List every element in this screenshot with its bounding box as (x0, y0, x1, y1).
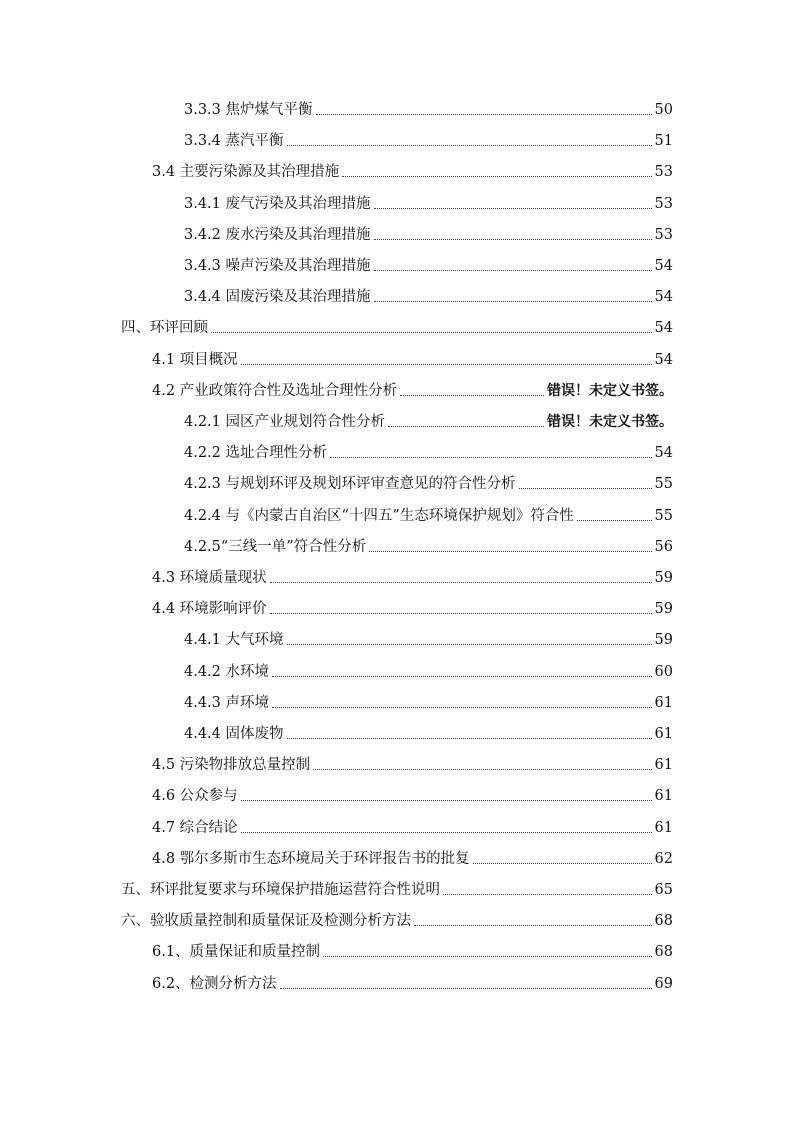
toc-entry[interactable] (152, 973, 673, 995)
toc-entry[interactable] (184, 692, 673, 714)
toc-entry-title: 4.4.2 水环境 (184, 663, 270, 680)
toc-entry[interactable] (184, 473, 673, 495)
toc-dot-leader (280, 988, 652, 989)
toc-entry-title: 4.4 环境影响评价 (152, 601, 267, 618)
toc-page-number: 53 (654, 164, 673, 181)
toc-dot-leader (388, 426, 544, 427)
toc-dot-leader (519, 488, 652, 489)
toc-entry-title: 4.4.3 声环境 (184, 694, 270, 711)
toc-entry[interactable] (184, 723, 673, 745)
toc-dot-leader (270, 613, 652, 614)
toc-entry-title: 3.4 主要污染源及其治理措施 (152, 164, 340, 181)
toc-dot-leader (414, 925, 652, 926)
toc-page-number: 61 (654, 788, 673, 805)
toc-entry-title: 3.3.3 焦炉煤气平衡 (184, 102, 313, 118)
toc-page-number: 68 (654, 944, 673, 961)
toc-entry[interactable] (184, 536, 673, 558)
toc-entry[interactable] (152, 161, 673, 183)
toc-dot-leader (313, 769, 651, 770)
toc-entry[interactable] (152, 754, 673, 776)
toc-dot-leader (342, 176, 651, 177)
toc-page-number: 59 (654, 601, 673, 618)
toc-entry-title: 4.2.2 选址合理性分析 (184, 445, 328, 462)
toc-page-number: 54 (654, 351, 673, 368)
toc-dot-leader (577, 520, 652, 521)
toc-page-number: 54 (654, 258, 673, 274)
toc-dot-leader (374, 301, 652, 302)
toc-entry[interactable] (152, 567, 673, 589)
toc-page-number: 56 (654, 538, 673, 555)
toc-entry[interactable] (121, 910, 673, 932)
toc-dot-leader (443, 894, 652, 895)
toc-entry[interactable] (184, 661, 673, 683)
toc-entry[interactable] (152, 848, 673, 870)
toc-page-number: 69 (654, 975, 673, 992)
toc-entry[interactable] (152, 380, 673, 402)
toc-entry[interactable] (184, 99, 673, 121)
toc-page-number: 61 (654, 757, 673, 774)
toc-dot-leader (241, 832, 652, 833)
toc-page-number: 55 (654, 507, 673, 524)
toc-entry[interactable] (121, 317, 673, 339)
toc-dot-leader (287, 644, 652, 645)
toc-dot-leader (211, 332, 652, 333)
toc-page-number: 61 (654, 694, 673, 711)
toc-bookmark-error: 错误！未定义书签。 (547, 382, 673, 399)
toc-entry[interactable] (184, 442, 673, 464)
toc-entry-title: 4.8 鄂尔多斯市生态环境局关于环评报告书的批复 (152, 850, 470, 867)
toc-page-number: 68 (654, 913, 673, 930)
toc-dot-leader (270, 582, 652, 583)
toc-entry-title: 4.2 产业政策符合性及选址合理性分析 (152, 382, 398, 399)
toc-page-number: 65 (654, 882, 673, 898)
toc-page-number: 54 (654, 289, 673, 306)
toc-entry[interactable] (184, 286, 673, 308)
toc-entry-title: 4.4.1 大气环境 (184, 632, 284, 649)
toc-entry[interactable] (184, 411, 673, 433)
toc-page-number: 50 (654, 102, 673, 118)
toc-entry-title: 3.4.3 噪声污染及其治理措施 (184, 258, 371, 274)
toc-dot-leader (369, 551, 651, 552)
toc-entry-title: 6.1、质量保证和质量控制 (152, 944, 321, 961)
toc-dot-leader (316, 114, 652, 115)
toc-entry[interactable] (152, 349, 673, 371)
toc-entry[interactable] (184, 505, 673, 527)
toc-dot-leader (272, 707, 652, 708)
toc-dot-leader (473, 863, 652, 864)
toc-entry-title: 4.4.4 固体废物 (184, 726, 284, 742)
toc-page-number: 54 (654, 445, 673, 462)
toc-entry[interactable] (184, 193, 673, 215)
toc-page-number: 54 (654, 320, 673, 337)
toc-entry[interactable] (152, 598, 673, 620)
toc-dot-leader (323, 956, 651, 957)
toc-entry-title: 4.2.1 园区产业规划符合性分析 (184, 414, 386, 430)
toc-page-number: 55 (654, 476, 673, 493)
toc-page-number: 59 (654, 632, 673, 649)
toc-page-number: 53 (654, 195, 673, 212)
toc-entry-title: 4.2.5“三线一单”符合性分析 (184, 538, 367, 555)
toc-dot-leader (241, 800, 652, 801)
toc-entry-title: 3.4.4 固废污染及其治理措施 (184, 289, 371, 306)
toc-entry-title: 6.2、检测分析方法 (152, 975, 277, 992)
toc-dot-leader (400, 395, 544, 396)
toc-entry-title: 4.7 综合结论 (152, 819, 238, 836)
toc-entry[interactable] (184, 130, 673, 152)
toc-page-number: 51 (654, 133, 673, 150)
toc-entry-title: 3.4.2 废水污染及其治理措施 (184, 226, 371, 243)
toc-entry-title: 4.1 项目概况 (152, 351, 238, 368)
toc-dot-leader (374, 270, 652, 271)
toc-entry-title: 4.2.3 与规划环评及规划环评审查意见的符合性分析 (184, 476, 516, 493)
toc-entry[interactable] (152, 941, 673, 963)
toc-page-number: 61 (654, 726, 673, 742)
toc-entry[interactable] (184, 629, 673, 651)
toc-entry-title: 3.4.1 废气污染及其治理措施 (184, 195, 371, 212)
toc-bookmark-error: 错误！未定义书签。 (547, 414, 673, 430)
toc-entry[interactable] (152, 785, 673, 807)
toc-entry-title: 六、验收质量控制和质量保证及检测分析方法 (121, 913, 411, 930)
toc-dot-leader (287, 145, 652, 146)
toc-dot-leader (374, 208, 652, 209)
toc-entry-title: 4.2.4 与《内蒙古自治区“十四五”生态环境保护规划》符合性 (184, 507, 574, 524)
toc-dot-leader (272, 676, 652, 677)
toc-entry[interactable] (152, 817, 673, 839)
toc-entry[interactable] (184, 224, 673, 246)
toc-dot-leader (330, 457, 652, 458)
toc-page-number: 59 (654, 570, 673, 586)
toc-dot-leader (374, 239, 652, 240)
toc-dot-leader (287, 738, 652, 739)
toc-entry-title: 四、环评回顾 (121, 320, 208, 337)
toc-entry-title: 3.3.4 蒸汽平衡 (184, 133, 284, 150)
toc-entry[interactable] (121, 879, 673, 901)
toc-entry-title: 4.3 环境质量现状 (152, 570, 267, 586)
toc-dot-leader (241, 364, 652, 365)
toc-entry-title: 4.5 污染物排放总量控制 (152, 757, 311, 774)
toc-page-number: 61 (654, 819, 673, 836)
toc-page-number: 53 (654, 226, 673, 243)
toc-entry[interactable] (184, 255, 673, 277)
toc-page-number: 62 (654, 850, 673, 867)
toc-page-number: 60 (654, 663, 673, 680)
toc-entry-title: 五、环评批复要求与环境保护措施运营符合性说明 (121, 882, 440, 898)
toc-entry-title: 4.6 公众参与 (152, 788, 238, 805)
